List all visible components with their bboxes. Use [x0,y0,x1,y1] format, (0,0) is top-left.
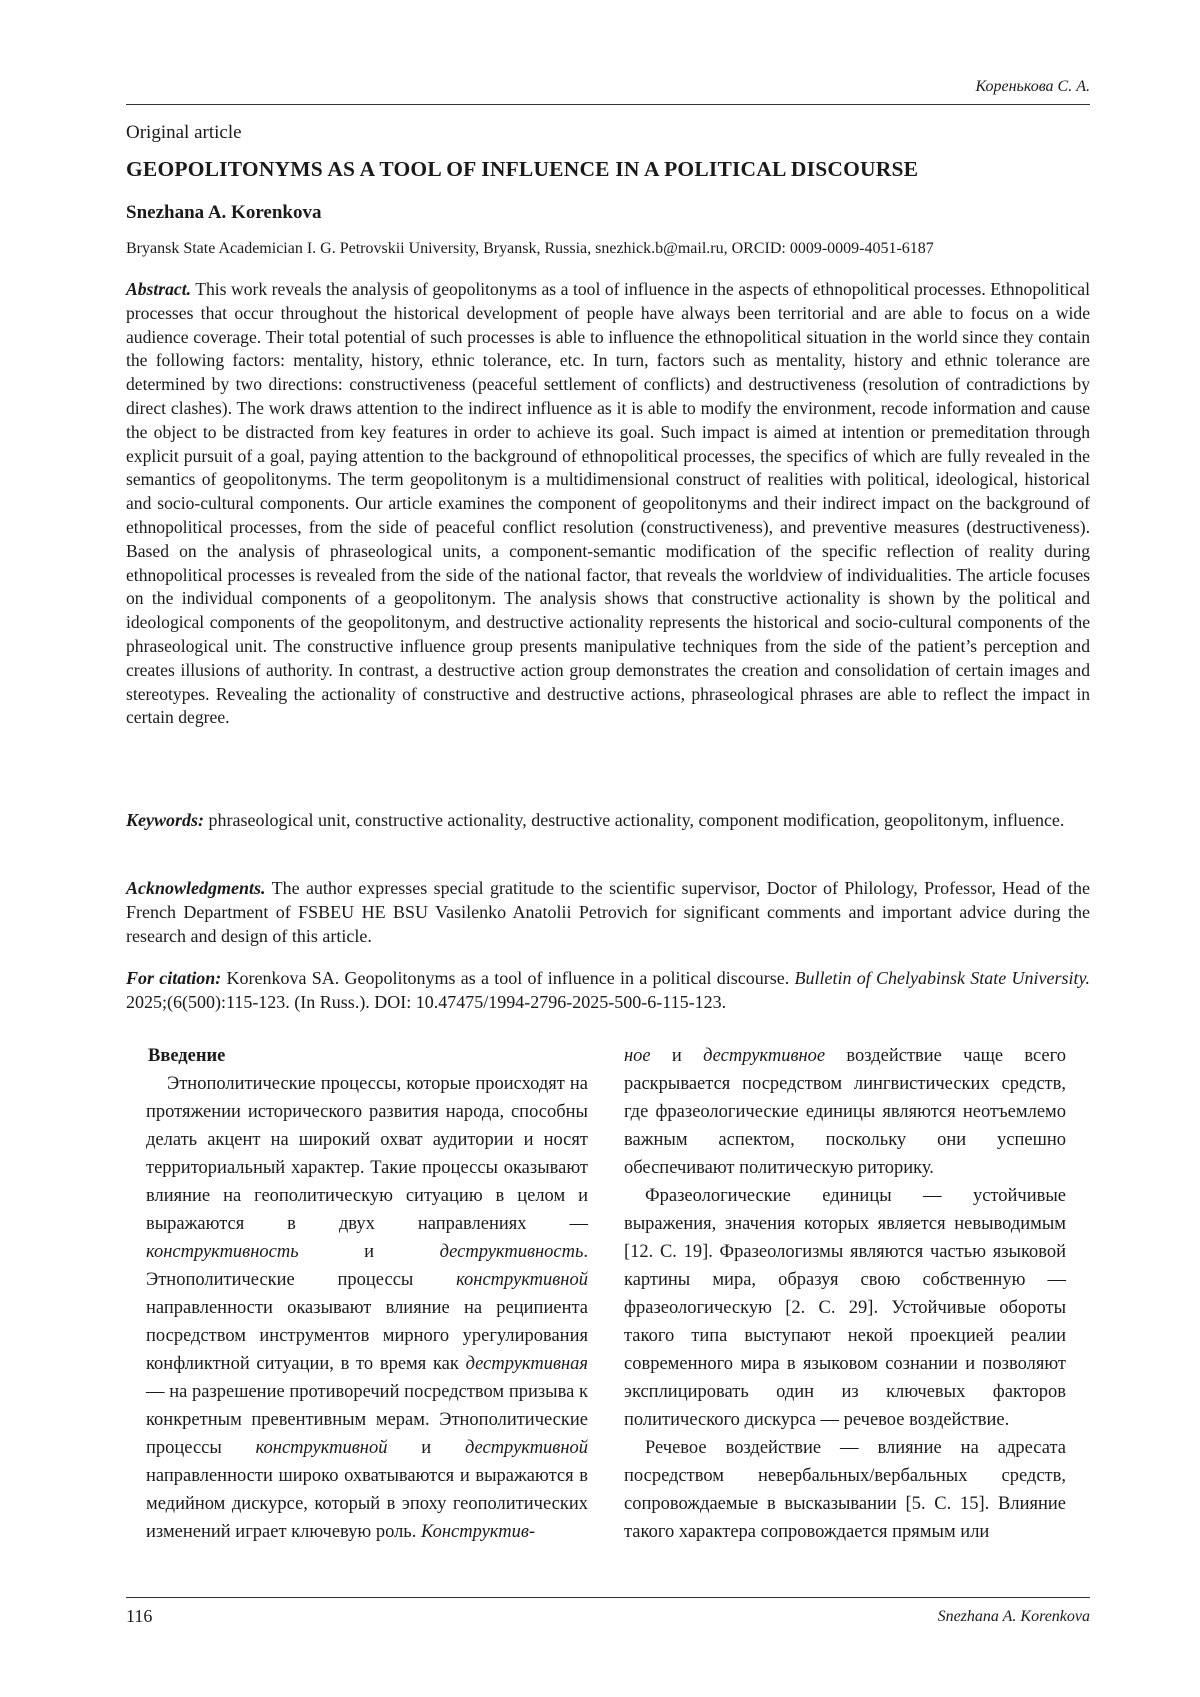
abstract-text: This work reveals the analysis of geopolitonyms as a tool of influence in the aspects of ethnopolitical processes. Ethnopolitical processes that occur throughout the historical development of people have always been territorial and are able to focus on a wide audience coverage. Their total potential of such processes is able to influence the ethnopolitical situation in the world since they contain the following factors: mentality, history, ethnic tolerance, etc. In turn, factors such as mentality, history and ethnic tolerance are determined by two directions: constructiveness (peaceful settlement of conflicts) and destructiveness (resolution of contradictions by direct clashes). The work draws attention to the indirect influence as it is able to modify the environment, recode information and cause the object to be distracted from key features in order to achieve its goal. Such impact is aimed at intention or premeditation through explicit pursuit of a goal, paying attention to the background of ethnopolitical processes, the specifics of which are fully revealed in the semantics of geopolitonyms. The term geopolitonym is a multidimensional construct of realities with political, ideological, historical and socio-cultural components. Our article examines the component of geopolitonyms and their indirect impact on the background of ethnopolitical processes, from the side of peaceful conflict resolution (constructiveness), and preventive measures (destructiveness). Based on the analysis of phraseological units, a component-semantic modification of the specific reflection of reality during ethnopolitical processes is revealed from the side of the national factor, that reveals the worldview of individualities. The article focuses on the individual components of a geopolitonym. The analysis shows that constructive actionality is shown by the political and ideological components of the geopolitonym, and destructive actionality represents the historical and socio-cultural components of the phraseological unit. The constructive influence group presents manipulative techniques from the side of the patient’s perception and creates illusions of authority. In contrast, a destructive action group demonstrates the creation and consolidation of certain images and stereotypes. Revealing the actionality of constructive and destructive actions, phraseological phrases are able to reflect the impact in certain degree. [126,279,1090,728]
section-heading: Введение [148,1046,226,1066]
text-run: воздействие чаще всего раскрывается посредством лингвистических средств, где фразеологические единицы являются неотъемлемо важным аспектом, поскольку они успешно обеспечивают политическую риторику. [624,1046,1067,1178]
acknowledgments-label: Acknowledgments. [126,878,266,898]
footer-rule [126,1597,1090,1598]
running-head-author: Коренькова С. А. [975,78,1090,95]
body-paragraph [146,1070,588,1546]
text-run: Этнополитические процессы, которые происходят на протяжении исторического развития народа, способны делать акцент на широкий охват аудитории и носят территориальный характер. Такие процессы оказывают влияние на геополитическую ситуацию в целом и выражаются в двух направлениях — [146,1074,588,1234]
article-title: GEOPOLITONYMS AS A TOOL OF INFLUENCE IN A POLITICAL DISCOURSE [126,157,919,181]
text-run: и [671,1046,682,1066]
author-name: Snezhana A. Korenkova [126,202,322,223]
text-run: направленности широко охватываются и выражаются в медийном дискурсе, который в эпоху геополитических изменений играет ключевую роль. [146,1466,588,1542]
emphasis: конструктивность [146,1242,299,1262]
citation-label: For citation: [126,968,222,988]
emphasis: конструктивной [255,1438,388,1458]
emphasis: конструктивной [456,1270,588,1290]
acknowledgments [126,876,1090,948]
citation-text-after: 2025;(6(500):115-123. (In Russ.). DOI: 10.47475/1994-2796-2025-500-6-115-123. [126,992,727,1012]
keywords [126,808,1090,832]
body-paragraph: Фразеологические единицы — устойчивые выражения, значения которых является невыводимым [12. С. 19]. Фразеологизмы являются частью языковой картины мира, образуя свою собственную — фразеологическую [2. С. 29]. Устойчивые обороты такого типа выступают некой проекцией реалии современного мира в языковом сознании и позволяют эксплицировать один из ключевых факторов политического дискурса — речевое воздействие. [624,1186,1066,1430]
article-type: Original article [126,122,242,143]
emphasis: деструктивность [439,1242,584,1262]
citation [126,966,1090,1014]
emphasis: деструктивная [465,1354,588,1374]
emphasis: деструктивной [464,1438,589,1458]
emphasis: ное [624,1046,651,1066]
acknowledgments-text: The author expresses special gratitude to the scientific supervisor, Doctor of Philology, Professor, Head of the French Department of FSBEU HE BSU Vasilenko Anatolii Petrovich for significant comments and important advice during the research and design of this article. [126,878,1090,946]
emphasis: деструктивное [703,1046,826,1066]
abstract [126,278,1090,730]
text-run: и [364,1242,375,1262]
footer-author: Snezhana A. Korenkova [937,1608,1090,1625]
author-affiliation: Bryansk State Academician I. G. Petrovskii University, Bryansk, Russia, snezhick.b@mail.ru, ORCID: 0009-0009-4051-6187 [126,240,934,257]
abstract-label: Abstract. [126,279,192,299]
citation-journal: Bulletin of Chelyabinsk State University. [794,968,1091,988]
text-run: . Этнополитические процессы [146,1242,589,1290]
page-number: 116 [126,1606,153,1626]
text-run: — на разрешение противоречий посредством призыва к конкретным превентивным мерам. Этнополитические процессы [146,1382,588,1458]
body-left-column [146,1042,588,1546]
text-run: и [421,1438,432,1458]
emphasis: Конструктив- [421,1522,536,1542]
keywords-text: phraseological unit, constructive actionality, destructive actionality, component modification, geopolitonym, influence. [208,810,1065,830]
running-head [126,78,1090,105]
body-right-column [624,1042,1066,1546]
keywords-label: Keywords: [126,810,204,830]
body-paragraph: Речевое воздействие — влияние на адресата посредством невербальных/вербальных средств, сопровождаемые в высказывании [5. С. 15]. Влияние такого характера сопровождается прямым или [624,1438,1066,1542]
body-paragraph [624,1042,1066,1182]
text-run: направленности оказывают влияние на реципиента посредством инструментов мирного урегулирования конфликтной ситуации, в то время как [146,1298,588,1374]
citation-text-before: Korenkova SA. Geopolitonyms as a tool of influence in a political discourse. [226,968,790,988]
